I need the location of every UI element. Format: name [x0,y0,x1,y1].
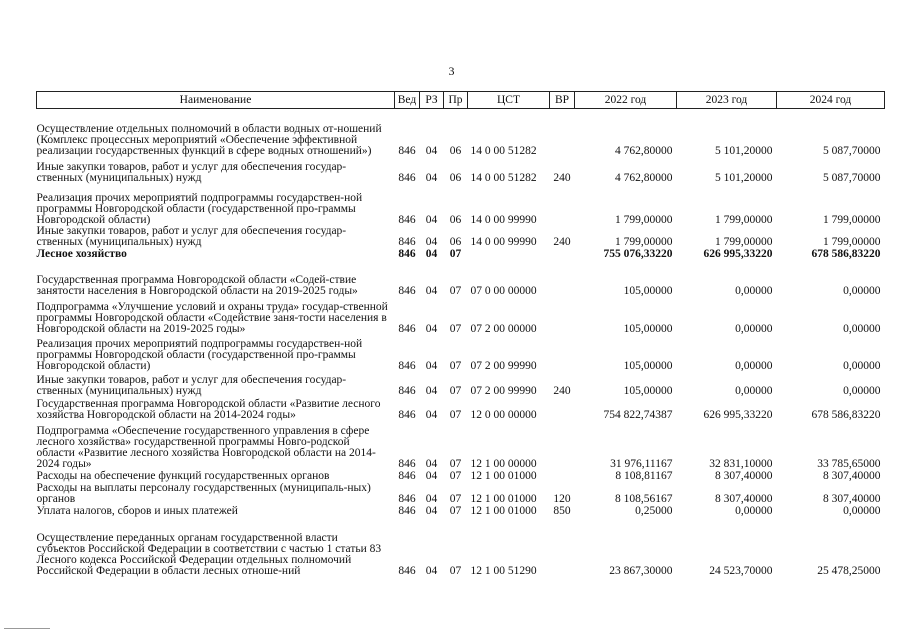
table-row [37,109,885,157]
row-name: Реализация прочих мероприятий подпрограммы государствен-ной программы Новгородской области (государственной про-граммы Новгородской области) [36,191,363,226]
row-name: Иные закупки товаров, работ и услуг для обеспечения государ-ственных (муниципальных) нужд [36,373,347,397]
row-pr: 06 [449,171,462,184]
row-pr: 07 [449,247,462,260]
row-cst: 07 0 00 00000 [470,284,537,297]
row-2024: 8 307,40000 [823,492,881,505]
row-2022: 8 108,56167 [615,492,673,505]
row-2024: 0,00000 [843,322,881,335]
row-name: Подпрограмма «Обеспечение государственного управления в сфере лесного хозяйства» государственной программы Новго-родской области «Развитие лесного хозяйства Новгородской области на 2014-2024 годы» [36,424,376,470]
row-rz: 04 [425,384,438,397]
table-row [37,482,885,505]
header-vr: ВР [550,92,575,109]
row-ved: 846 [398,284,416,297]
row-name: Лесное хозяйство [36,247,127,260]
row-rz: 04 [425,564,438,577]
table-row [37,421,885,470]
row-pr: 07 [449,384,462,397]
row-2024: 33 785,65000 [817,457,881,470]
row-rz: 04 [425,247,438,260]
table-row [37,372,885,397]
table-row [37,157,885,184]
header-ved: Вед [395,92,420,109]
row-cst: 14 0 00 51282 [470,144,537,157]
row-ved: 846 [398,457,416,470]
row-2022: 31 976,11167 [610,457,673,470]
row-pr: 06 [449,144,462,157]
row-ved: 846 [398,247,416,260]
row-rz: 04 [425,171,438,184]
row-name: Расходы на обеспечение функций государственных органов [36,469,330,482]
row-2023: 24 523,70000 [709,564,773,577]
row-2022: 23 867,30000 [609,564,673,577]
row-ved: 846 [398,492,416,505]
row-rz: 04 [425,359,438,372]
row-2023: 5 101,20000 [715,144,773,157]
row-2023: 626 995,33220 [703,247,773,260]
row-name: Осуществление переданных органам государственной власти субъектов Российской Федерации в соответствии с частью 1 статьи 83 Лесного кодекса Российской Федерации отдельных полномочий Российской Федерации в области лесных отноше-ний [36,531,382,577]
row-rz: 04 [425,492,438,505]
row-2023: 0,00000 [735,359,773,372]
table-row [37,505,885,517]
table-row [37,248,885,260]
row-rz: 04 [425,504,438,517]
row-2024: 1 799,00000 [823,235,881,248]
table-row [37,517,885,577]
table-row [37,260,885,297]
row-rz: 04 [425,469,438,482]
row-2023: 0,00000 [735,504,773,517]
header-name: Наименование [37,92,395,109]
row-pr: 07 [449,564,462,577]
row-vr: 120 [553,492,571,505]
row-cst: 14 0 00 51282 [470,171,537,184]
row-2022: 105,00000 [623,384,673,397]
row-cst: 07 2 00 00000 [470,322,537,335]
row-ved: 846 [398,408,416,421]
row-2023: 32 831,10000 [709,457,773,470]
row-cst: 12 1 00 51290 [470,564,537,577]
row-name: Государственная программа Новгородской области «Развитие лесного хозяйства Новгородской области на 2014-2024 годы» [36,397,381,421]
row-2022: 105,00000 [623,284,673,297]
header-cst: ЦСТ [468,92,550,109]
row-2024: 0,00000 [843,504,881,517]
row-2022: 105,00000 [623,359,673,372]
row-name: Государственная программа Новгородской области «Содей-ствие занятости населения в Новгородской области на 2019-2025 годы» [36,273,358,297]
row-ved: 846 [398,469,416,482]
row-vr [550,397,575,421]
row-2023: 8 307,40000 [715,492,773,505]
row-name: Уплата налогов, сборов и иных платежей [36,504,238,517]
row-cst: 12 0 00 00000 [470,408,537,421]
row-pr: 07 [449,408,462,421]
row-vr [550,248,575,260]
row-pr: 07 [449,284,462,297]
row-name: Иные закупки товаров, работ и услуг для обеспечения государ-ственных (муниципальных) нужд [36,160,347,184]
row-vr: 850 [553,504,571,517]
row-2024: 0,00000 [843,359,881,372]
row-ved: 846 [398,322,416,335]
header-2024: 2024 год [777,92,885,109]
table-row [37,397,885,421]
row-vr [550,109,575,157]
row-name: Расходы на выплаты персоналу государственных (муниципаль-ных) органов [36,481,371,505]
row-2023: 8 307,40000 [715,469,773,482]
row-vr: 240 [553,384,571,397]
row-pr: 07 [449,492,462,505]
row-cst: 07 2 00 99990 [470,359,537,372]
row-2024: 0,00000 [843,284,881,297]
row-cst: 14 0 00 99990 [470,213,537,226]
header-2023: 2023 год [677,92,777,109]
row-ved: 846 [398,144,416,157]
row-2024: 8 307,40000 [823,469,881,482]
row-pr: 07 [449,322,462,335]
row-2024: 5 087,70000 [823,171,881,184]
row-name: Осуществление отдельных полномочий в области водных от-ношений (Комплекс процессных мероприятий «Обеспечение эффективной реализации государственных функций в сфере водных отношений») [36,122,382,157]
row-ved: 846 [398,564,416,577]
row-cst: 12 1 00 00000 [470,457,537,470]
table-row [37,184,885,226]
row-ved: 846 [398,235,416,248]
row-2022: 4 762,80000 [615,144,673,157]
row-2022: 105,00000 [623,322,673,335]
row-2024: 1 799,00000 [823,213,881,226]
row-2023: 0,00000 [735,384,773,397]
row-2023: 0,00000 [735,284,773,297]
row-pr: 06 [449,235,462,248]
row-vr [550,184,575,226]
row-vr [550,470,575,482]
row-rz: 04 [425,284,438,297]
row-pr: 07 [449,359,462,372]
row-2024: 678 586,83220 [811,408,881,421]
row-cst [468,248,550,260]
row-2024: 25 478,25000 [817,564,881,577]
row-2024: 0,00000 [843,384,881,397]
row-ved: 846 [398,213,416,226]
row-ved: 846 [398,359,416,372]
budget-table-container [36,91,884,577]
row-2023: 1 799,00000 [715,213,773,226]
row-2023: 5 101,20000 [715,171,773,184]
row-vr [550,517,575,577]
row-2022: 755 076,33220 [603,247,673,260]
row-rz: 04 [425,408,438,421]
page-edge-mark [4,628,50,629]
header-pr: Пр [444,92,468,109]
row-pr: 07 [449,457,462,470]
row-rz: 04 [425,322,438,335]
row-cst: 12 1 00 01000 [470,492,537,505]
row-cst: 12 1 00 01000 [470,504,537,517]
row-ved: 846 [398,504,416,517]
budget-table [36,91,885,577]
row-2024: 678 586,83220 [811,247,881,260]
row-rz: 04 [425,213,438,226]
row-pr: 06 [449,213,462,226]
table-row [37,297,885,335]
row-vr [550,421,575,470]
row-name: Иные закупки товаров, работ и услуг для обеспечения государ-ственных (муниципальных) нужд [36,224,347,248]
row-rz: 04 [425,235,438,248]
row-pr: 07 [449,504,462,517]
header-row [37,92,885,109]
table-row [37,470,885,482]
row-2022: 8 108,81167 [615,469,673,482]
row-2022: 1 799,00000 [615,213,673,226]
row-2022: 1 799,00000 [615,235,673,248]
row-2023: 1 799,00000 [715,235,773,248]
row-vr [550,260,575,297]
row-vr: 240 [553,171,571,184]
row-2022: 4 762,80000 [615,171,673,184]
row-2024: 5 087,70000 [823,144,881,157]
row-rz: 04 [425,457,438,470]
row-ved: 846 [398,171,416,184]
row-2023: 626 995,33220 [703,408,773,421]
row-2022: 754 822,74387 [603,408,673,421]
table-row [37,226,885,248]
table-row [37,335,885,372]
row-cst: 14 0 00 99990 [470,235,537,248]
row-2023: 0,00000 [735,322,773,335]
row-cst: 12 1 00 01000 [470,469,537,482]
row-name: Подпрограмма «Улучшение условий и охраны труда» государ-ственной программы Новгородской области «Содействие заня-тости населения в Новгородской области на 2019-2025 годы» [36,300,388,335]
page-number: 3 [448,64,455,78]
row-vr [550,297,575,335]
header-rz: РЗ [420,92,444,109]
row-rz: 04 [425,144,438,157]
row-pr: 07 [449,469,462,482]
row-vr [550,335,575,372]
header-2022: 2022 год [575,92,677,109]
row-cst: 07 2 00 99990 [470,384,537,397]
row-ved: 846 [398,384,416,397]
row-2022: 0,25000 [635,504,673,517]
row-vr: 240 [553,235,571,248]
row-name: Реализация прочих мероприятий подпрограммы государствен-ной программы Новгородской области (государственной про-граммы Новгородской области) [36,337,363,372]
